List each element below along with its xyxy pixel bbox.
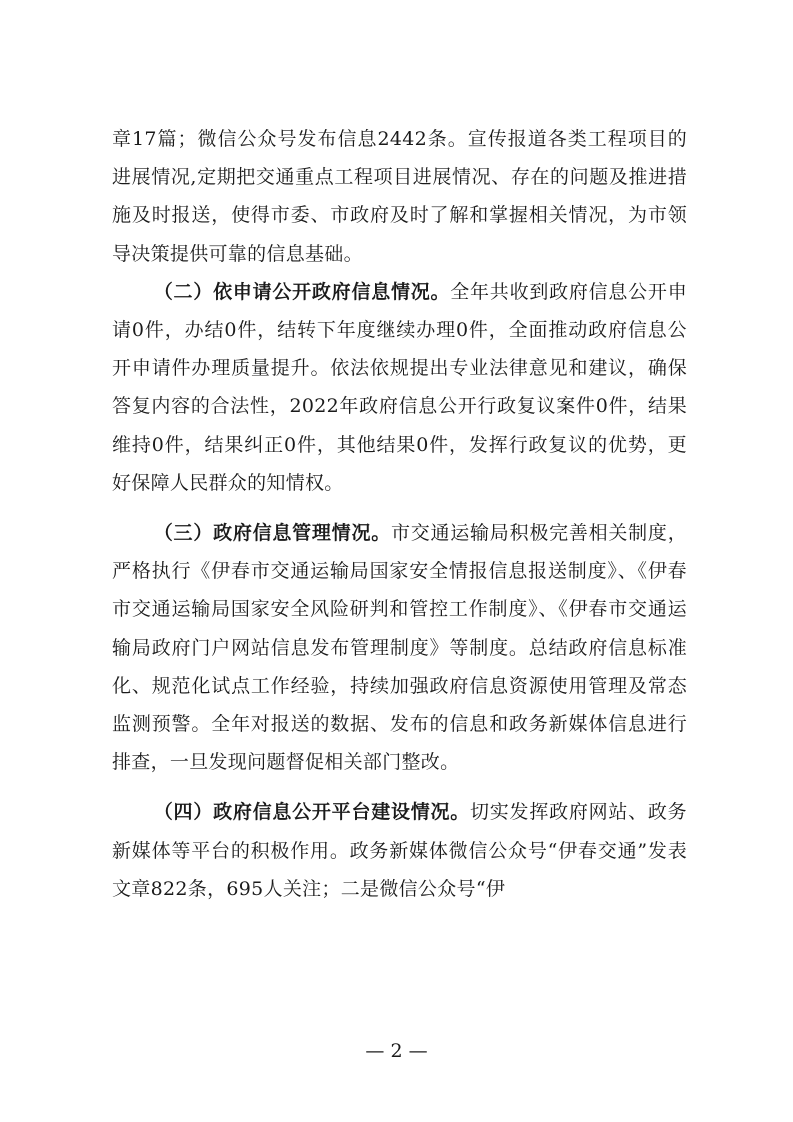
paragraph-text: 市交通运输局积极完善相关制度，严格执行《伊春市交通运输局国家安全情报信息报送制度》、《伊春市交通运输局国家安全风险研判和管控工作制度》、《伊春市交通运输局政府门户网站信息发布管理制度》等制度。总结政府信息标准化、规范化试点工作经验，持续加强政府信息资源使用管理及常态监测预警。全年对报送的数据、发布的信息和政务新媒体信息进行排查，一旦发现问题督促相关部门整改。 — [112, 522, 687, 774]
section-heading: （二）依申请公开政府信息情况。 — [153, 280, 451, 303]
paragraph-text: 章17篇；微信公众号发布信息2442条。宣传报道各类工程项目的进展情况,定期把交通重点工程项目进展情况、存在的问题及推进措施及时报送，使得市委、市政府及时了解和掌握相关情况，为市领导决策提供可靠的信息基础。 — [112, 128, 687, 265]
section-heading: （三）政府信息管理情况。 — [153, 522, 391, 545]
paragraph-text: 切实发挥政府网站、政务新媒体等平台的积极作用。政务新媒体微信公众号“伊春交通”发表文章822条，695人关注；二是微信公众号“伊 — [112, 801, 687, 900]
paragraph-text: 全年共收到政府信息公开申请0件，办结0件，结转下年度继续办理0件，全面推动政府信息公开申请件办理质量提升。依法依规提出专业法律意见和建议，确保答复内容的合法性，2022年政府信息公开行政复议案件0件，结果维持0件，结果纠正0件，其他结果0件，发挥行政复议的优势，更好保障人民群众的知情权。 — [112, 280, 687, 494]
page-number: — 2 — — [365, 1040, 428, 1062]
paragraph-platform-construction — [112, 793, 687, 908]
body-text — [112, 120, 687, 908]
paragraph-application-disclosure — [112, 273, 687, 502]
paragraph-information-management — [112, 514, 687, 781]
section-heading: （四）政府信息公开平台建设情况。 — [153, 801, 471, 824]
paragraph-continued — [112, 120, 687, 273]
